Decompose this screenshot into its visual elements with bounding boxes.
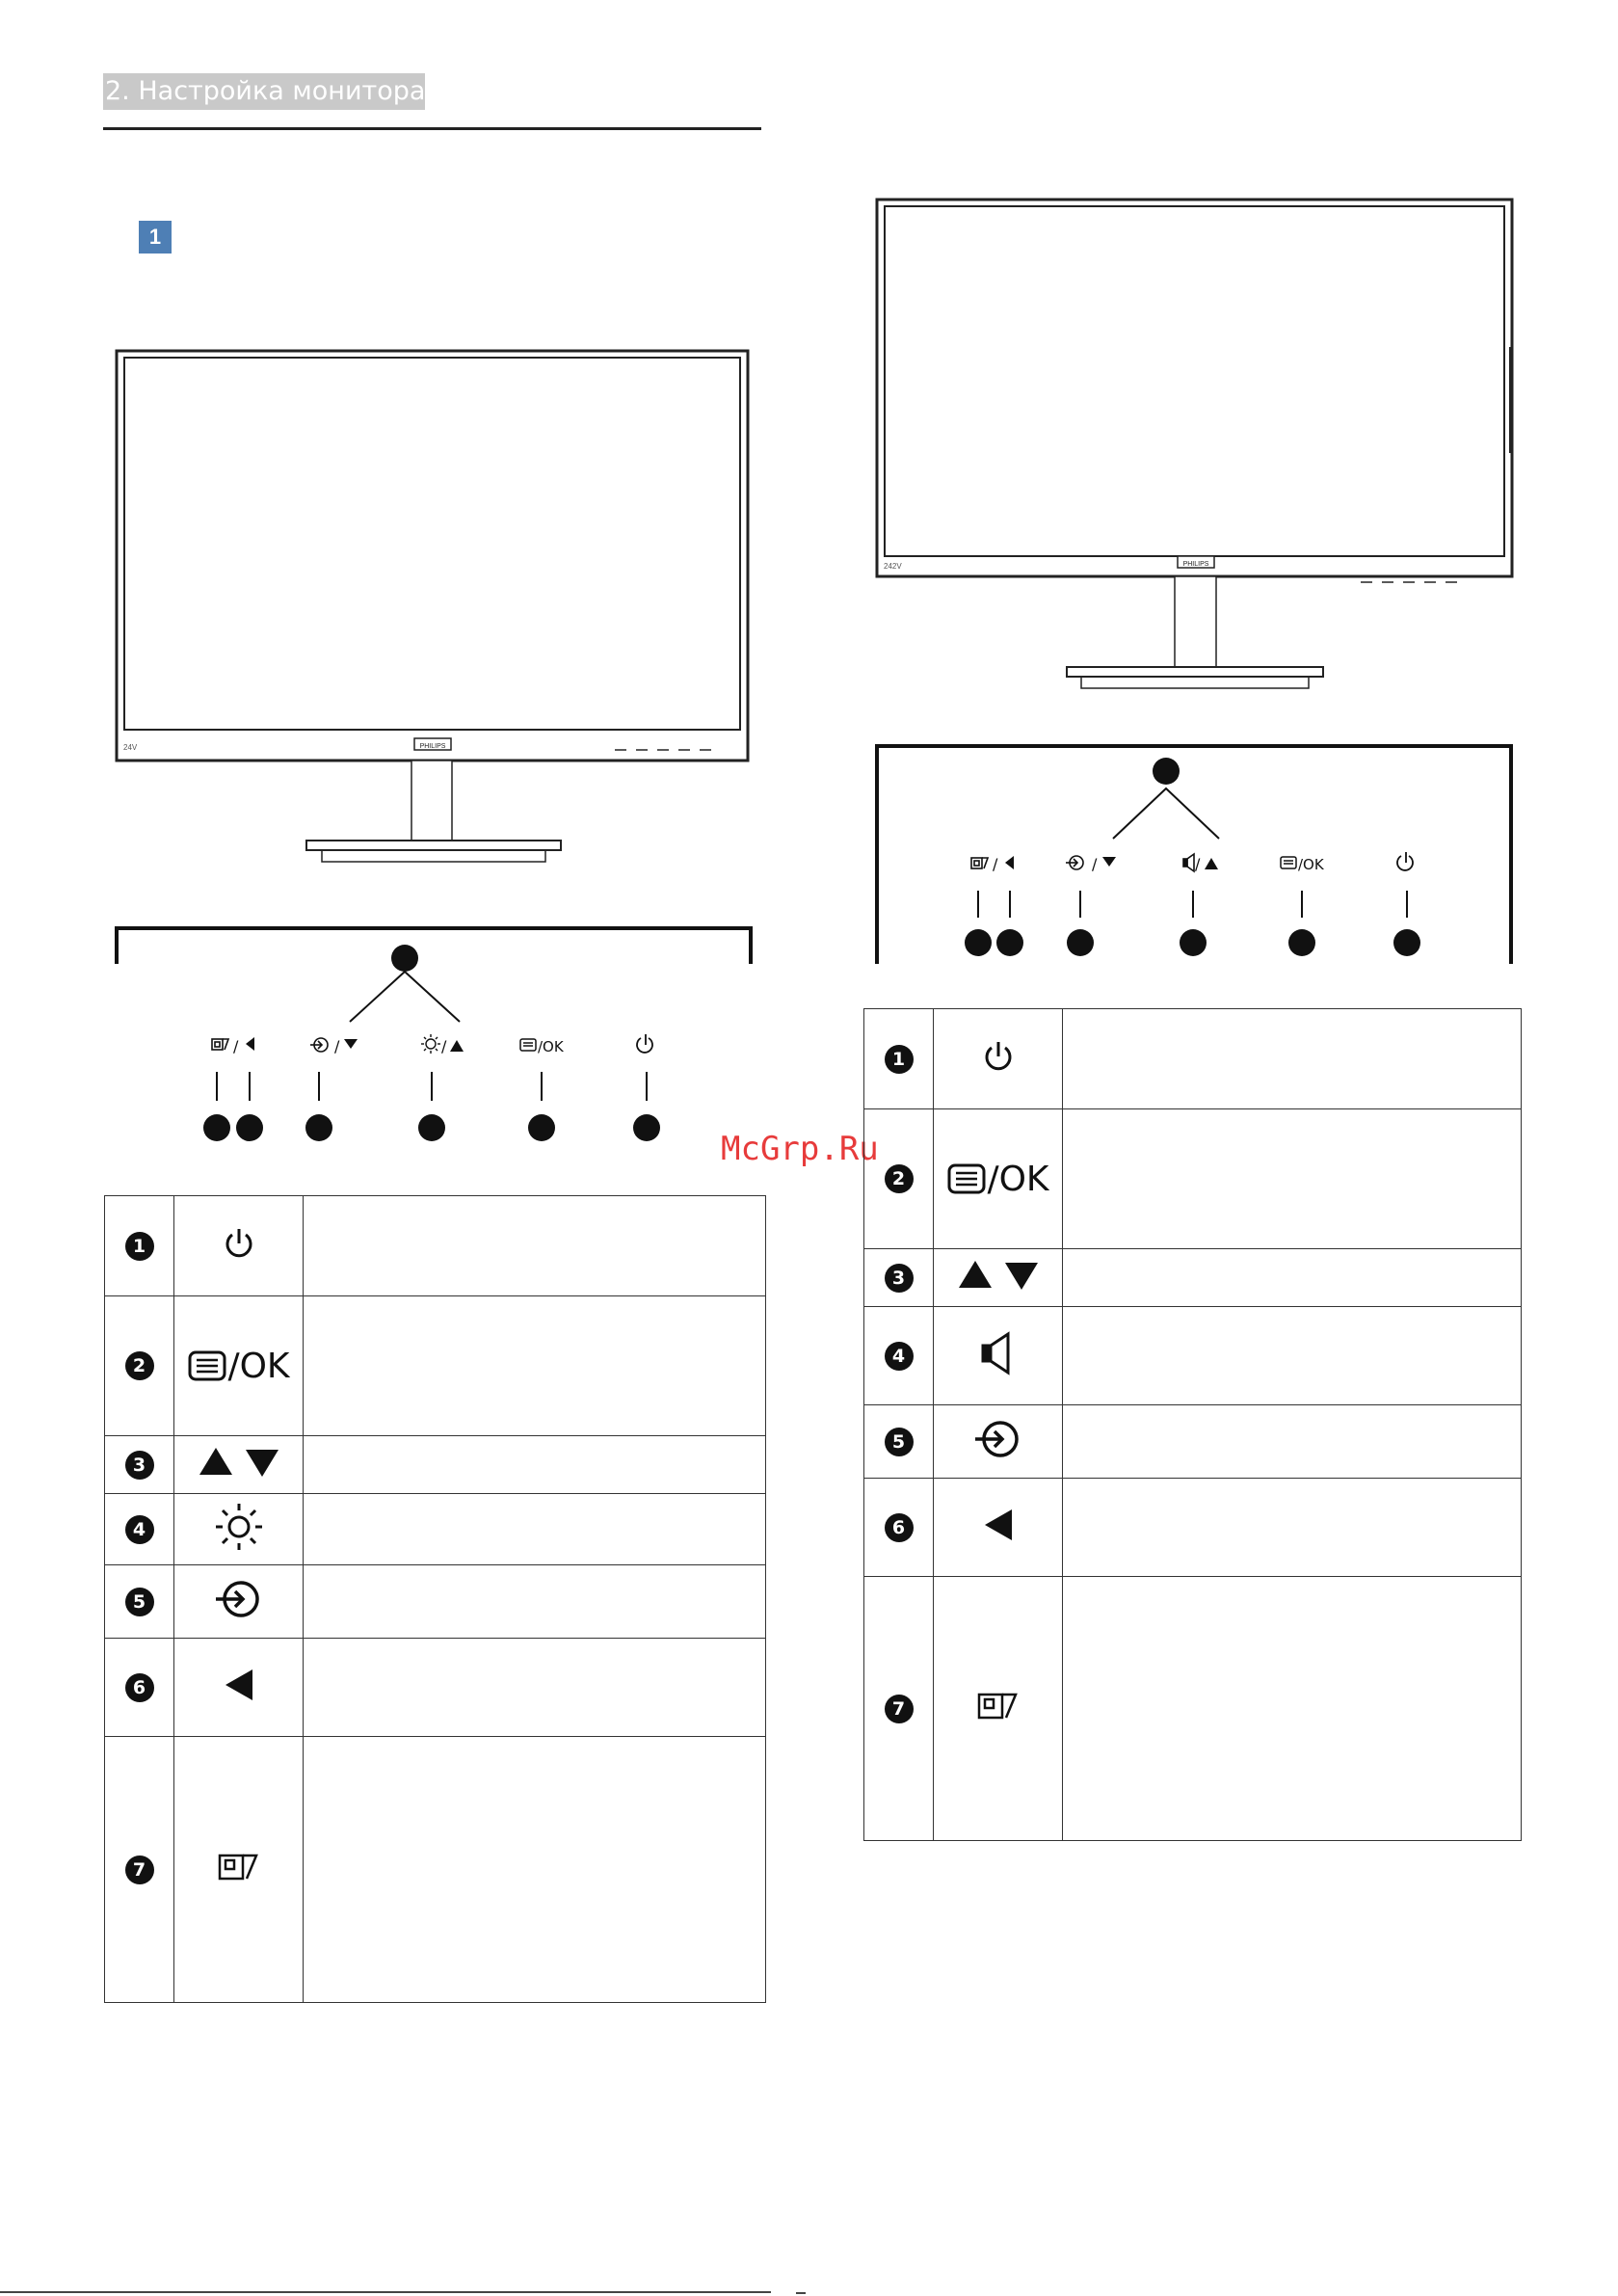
- back-triangle-icon: [979, 1506, 1018, 1544]
- table-row: [105, 1565, 766, 1639]
- menu-icon: [520, 1039, 536, 1051]
- table-row: [864, 1405, 1522, 1479]
- row-number: 3: [125, 1451, 154, 1480]
- brand-label-right: PHILIPS: [1182, 561, 1209, 568]
- row-number: 6: [125, 1673, 154, 1702]
- table-row: [105, 1296, 766, 1436]
- row-number: 1: [125, 1232, 154, 1261]
- row-number: 4: [885, 1342, 914, 1371]
- model-label-left: 24V: [123, 743, 138, 752]
- power-icon: [637, 1034, 652, 1053]
- brightness-icon: [421, 1034, 440, 1054]
- ok-label: /OK: [227, 1346, 290, 1386]
- page-title: 2. Настройка монитора: [105, 76, 426, 106]
- power-icon: [220, 1224, 258, 1263]
- input-icon: [971, 1416, 1025, 1462]
- speaker-icon: [977, 1330, 1020, 1376]
- ok-label: /OK: [987, 1159, 1049, 1199]
- table-row: [105, 1196, 766, 1296]
- picture-format-icon: [212, 1039, 228, 1050]
- smartimage-icon: [973, 1687, 1023, 1725]
- smartimage-icon: [214, 1848, 264, 1886]
- input-icon: [212, 1576, 266, 1622]
- menu-icon: [187, 1349, 227, 1382]
- table-row: [105, 1436, 766, 1494]
- svg-text:/: /: [993, 855, 998, 873]
- row-number: 4: [125, 1515, 154, 1544]
- menu-icon: [946, 1162, 987, 1195]
- row-number: 3: [885, 1264, 914, 1293]
- row-number: 5: [125, 1588, 154, 1616]
- row-number: 7: [125, 1855, 154, 1884]
- left-arrow-icon: [246, 1037, 254, 1051]
- svg-text:/: /: [233, 1037, 239, 1055]
- table-row: [105, 1737, 766, 2003]
- table-row: [864, 1479, 1522, 1577]
- row-number: 1: [885, 1045, 914, 1074]
- table-row: [864, 1249, 1522, 1307]
- button-table-right: [863, 1008, 1522, 1841]
- down-arrow-icon: [344, 1039, 358, 1049]
- watermark: McGrp.Ru: [721, 1130, 879, 1168]
- svg-text:/: /: [334, 1037, 340, 1055]
- svg-text:/: /: [1195, 855, 1201, 873]
- ok-label-left: /OK: [538, 1038, 564, 1055]
- up-down-triangles-icon: [196, 1446, 282, 1479]
- table-row: [864, 1109, 1522, 1249]
- power-icon: [979, 1037, 1018, 1076]
- svg-text:/: /: [1092, 855, 1098, 873]
- button-table-left: [104, 1195, 766, 2003]
- row-number: 7: [885, 1695, 914, 1723]
- row-number: 5: [885, 1428, 914, 1456]
- brand-label-left: PHILIPS: [419, 743, 446, 750]
- table-row: [864, 1307, 1522, 1405]
- svg-text:/: /: [441, 1037, 447, 1055]
- table-row: [105, 1639, 766, 1737]
- section-badge: 1: [139, 221, 172, 254]
- input-icon: [310, 1038, 328, 1052]
- ok-label-right: /OK: [1298, 856, 1324, 873]
- up-down-triangles-icon: [955, 1259, 1042, 1292]
- table-row: [864, 1009, 1522, 1109]
- footer-divider: [0, 2291, 771, 2293]
- row-number: 2: [125, 1351, 154, 1380]
- row-number: 2: [885, 1164, 914, 1193]
- table-row: [864, 1577, 1522, 1841]
- up-arrow-icon: [450, 1040, 464, 1052]
- footer-tick: [796, 2292, 806, 2294]
- model-label-right: 242V: [884, 562, 902, 571]
- table-row: [105, 1494, 766, 1565]
- back-triangle-icon: [220, 1666, 258, 1704]
- brightness-icon: [212, 1500, 266, 1554]
- row-number: 6: [885, 1513, 914, 1542]
